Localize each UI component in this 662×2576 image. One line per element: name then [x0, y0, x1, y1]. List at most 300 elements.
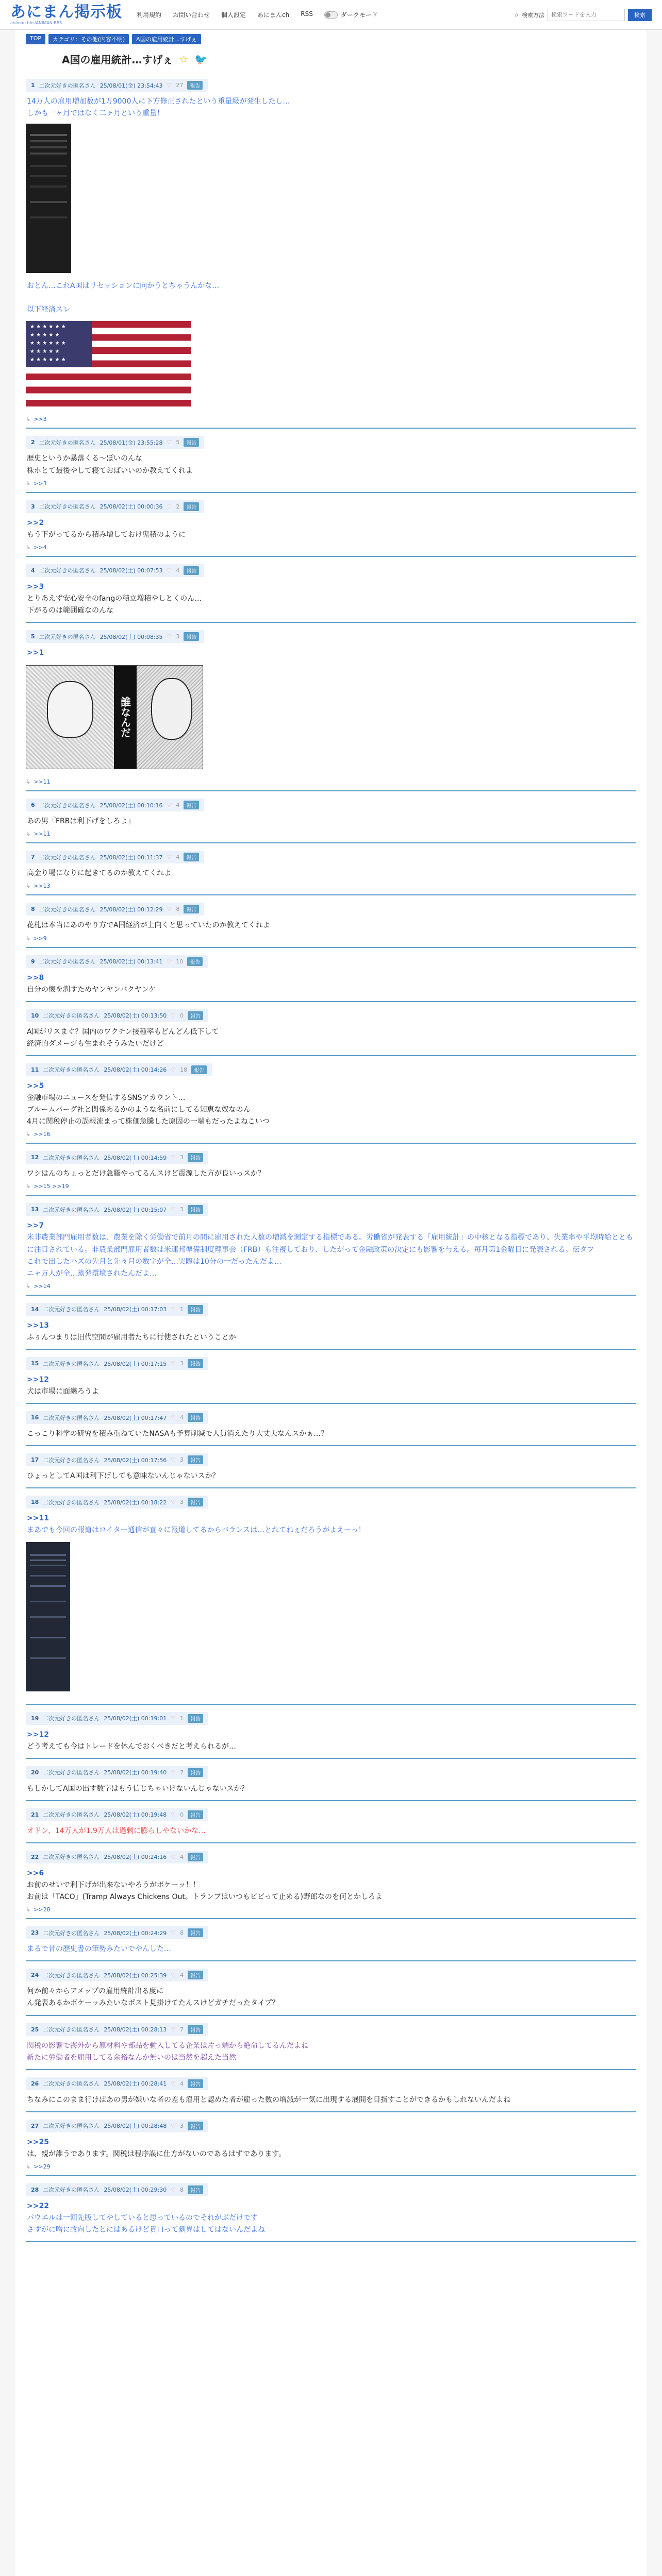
heart-count: 8: [176, 906, 180, 913]
heart-count: 10: [176, 958, 184, 965]
post-text-line: 株ホとて最後やして寝ておばいいのか教えてくれよ: [27, 466, 193, 475]
post-number[interactable]: 14: [31, 1306, 39, 1313]
anchor-link[interactable]: >>22: [27, 2201, 49, 2210]
heart-icon[interactable]: ♡: [171, 1769, 176, 1776]
heart-icon[interactable]: ♡: [171, 1929, 176, 1937]
post: [26, 1144, 636, 1196]
post-body: [26, 816, 636, 827]
nav-link-rss[interactable]: RSS: [301, 10, 313, 18]
poster-name: 二次元好きの匿名さん: [43, 1456, 100, 1464]
post-text-line: こっこり科学の研究を積み重ねていたNASAも予算削減で人員消えたり大丈夫なんスかぁ…？: [27, 1430, 328, 1438]
heart-count: 1: [180, 1715, 184, 1722]
reply-arrow-icon: ↳: [26, 778, 31, 786]
report-button[interactable]: 報告: [188, 2025, 203, 2034]
post-body: [26, 453, 636, 477]
post-text-line: A国がリスまぐ？国内のワクチン接種率もどんどん低下して: [27, 1027, 219, 1036]
heart-icon[interactable]: ♡: [171, 2080, 176, 2087]
report-button[interactable]: 報告: [188, 1853, 203, 1861]
post-image-screenshot[interactable]: [26, 124, 71, 273]
post-text-line: もしかしてA国の出す数字はもう信じちゃいけないんじゃないスか？: [27, 1784, 249, 1793]
post-number[interactable]: 16: [31, 1414, 39, 1421]
anchor-link[interactable]: >>6: [27, 1869, 44, 1877]
report-button[interactable]: 報告: [188, 1413, 203, 1422]
post: [26, 1196, 636, 1295]
poster-name: 二次元好きの匿名さん: [43, 1414, 100, 1421]
post-text-line: ん発表あるかボケーッみたいなポスト見掛けてたんスけどガチだったタイプ？: [27, 1999, 279, 2008]
site-logo[interactable]: [10, 5, 122, 25]
heart-count: 4: [176, 802, 180, 809]
heart-icon[interactable]: ♡: [167, 906, 172, 913]
post-text-line: ニャ万人が全…蒸発環境されたんだよ…: [27, 1269, 157, 1278]
heart-count: 4: [180, 1972, 184, 1979]
reply-anchor-link[interactable]: >>29: [34, 2163, 51, 2170]
report-button[interactable]: 報告: [184, 853, 199, 861]
report-button[interactable]: 報告: [187, 957, 203, 966]
heart-icon[interactable]: ♡: [171, 1811, 176, 1818]
search-input[interactable]: [548, 9, 625, 21]
post: [26, 1919, 636, 1961]
manga-face: [47, 681, 93, 738]
heart-icon[interactable]: ♡: [171, 1360, 176, 1367]
heart-count: 4: [176, 567, 180, 574]
post-number[interactable]: 4: [31, 567, 35, 574]
post-date: 25/08/02(土) 00:08:35: [100, 633, 163, 640]
post-meta: [26, 2077, 208, 2090]
post-meta: [26, 2120, 208, 2132]
anchor-link[interactable]: >>1: [27, 649, 44, 657]
post-body: [26, 1868, 636, 1903]
reply-arrow-icon: ↳: [26, 1183, 31, 1190]
post-date: 25/08/02(土) 00:28:13: [104, 2026, 167, 2033]
heart-icon[interactable]: ♡: [171, 1154, 176, 1161]
post-number[interactable]: 21: [31, 1811, 39, 1818]
heart-count: 0: [180, 1012, 184, 1019]
heart-count: 18: [180, 1066, 188, 1073]
post-date: 25/08/02(土) 00:24:29: [104, 1929, 167, 1937]
report-button[interactable]: 報告: [184, 502, 199, 511]
reply-links: [26, 1283, 636, 1290]
report-button[interactable]: 報告: [187, 81, 203, 90]
post-body: [26, 1168, 636, 1180]
post-text-line: ワシはんのちょっとだけ急騰やってるんスけど震源した方が良いっスか？: [27, 1170, 265, 1178]
post-body: [26, 868, 636, 879]
reply-links: [26, 831, 636, 837]
post-meta: [26, 1151, 208, 1164]
post: [26, 2016, 636, 2070]
heart-icon[interactable]: ♡: [171, 1715, 176, 1722]
poster-name: 二次元好きの匿名さん: [43, 1929, 100, 1937]
manga-panel-right: [137, 666, 203, 769]
breadcrumb-top[interactable]: TOP: [26, 34, 45, 44]
heart-icon[interactable]: ♡: [167, 503, 172, 510]
post-text-line: オドン、14万人が1.9万人は過剰に膨らしやないかな…: [27, 1826, 206, 1835]
main-nav: [137, 10, 313, 19]
heart-count: 3: [180, 1499, 184, 1506]
main-content: [15, 30, 647, 2576]
report-button[interactable]: 報告: [188, 1455, 203, 1464]
post-number[interactable]: 5: [31, 633, 35, 640]
heart-icon[interactable]: ♡: [167, 567, 172, 574]
post-body: [26, 2137, 636, 2160]
report-button[interactable]: 報告: [188, 1359, 203, 1368]
post-text-line: しかも一ヶ月ではなく二ヶ月という重量！: [27, 109, 164, 118]
post: [26, 843, 636, 895]
post: [26, 557, 636, 623]
post-image-screenshot[interactable]: [26, 1542, 70, 1691]
post: [26, 2070, 636, 2112]
post-body: [26, 1320, 636, 1344]
post-number[interactable]: 18: [31, 1499, 39, 1506]
reply-links: [26, 2163, 636, 2170]
poster-name: 二次元好きの匿名さん: [43, 2026, 100, 2033]
anchor-link[interactable]: >>3: [27, 582, 44, 591]
post-body: [26, 1729, 636, 1753]
post: [26, 948, 636, 1002]
post-number[interactable]: 3: [31, 503, 35, 510]
anchor-link[interactable]: >>12: [27, 1730, 49, 1739]
post-meta: [26, 2023, 208, 2036]
reply-anchor-link[interactable]: >>14: [34, 1282, 51, 1290]
post-meta: [26, 436, 204, 449]
post-text-line: 金融市場のニュースを発信するSNSアカウント…: [27, 1093, 186, 1102]
post-number[interactable]: 20: [31, 1769, 39, 1776]
post-text-line: ふぅんつまりは旧代空間が雇用者たちに行使されたということか: [27, 1333, 236, 1342]
heart-icon[interactable]: ♡: [171, 1066, 176, 1073]
anchor-link[interactable]: >>11: [27, 1514, 49, 1523]
report-button[interactable]: 報告: [184, 632, 199, 641]
heart-count: 27: [176, 82, 184, 89]
poster-name: 二次元好きの匿名さん: [43, 1206, 100, 1213]
post-body: [26, 972, 636, 996]
heart-icon[interactable]: ♡: [167, 439, 172, 446]
post-body: [26, 1080, 636, 1128]
anchor-link[interactable]: >>8: [27, 973, 44, 982]
post-meta: [26, 500, 204, 513]
post-body: [26, 1470, 636, 1482]
heart-count: 7: [180, 2026, 184, 2033]
thread-title: A国の雇用統計…すげぇ: [62, 54, 173, 66]
favorite-star-icon[interactable]: ☆: [179, 53, 189, 65]
post-date: 25/08/02(土) 00:28:48: [104, 2123, 167, 2130]
heart-icon[interactable]: ♡: [171, 1012, 176, 1019]
search-area: [515, 9, 652, 21]
reply-arrow-icon: ↳: [26, 544, 31, 551]
post-text-line: 米非農業部門雇用者数は、農業を除く労働省で前月の間に雇用された人数の増減を測定する指標である。労働省が発表する「雇用統計」の中核となる指標であり、失業率や平均時給とともに注目されている。非農業部門雇用者数は米連邦準備制度理事会（FRB）も注視しており、したがって金融政策の決定にも影響を与える。毎月第1金曜日に発表される。伝タフ: [27, 1233, 633, 1254]
reply-anchor-link[interactable]: >>28: [34, 1906, 51, 1913]
post-meta: [26, 1851, 208, 1863]
post-body: [26, 96, 636, 120]
anchor-link[interactable]: >>2: [27, 518, 44, 527]
post-number[interactable]: 28: [31, 2186, 39, 2193]
reply-arrow-icon: ↳: [26, 416, 31, 423]
manga-caption: 誰なんだ: [114, 666, 137, 769]
poster-name: 二次元好きの匿名さん: [43, 1360, 100, 1367]
post-body: [26, 1783, 636, 1795]
anchor-link[interactable]: >>25: [27, 2138, 49, 2146]
post-number[interactable]: 6: [31, 802, 35, 809]
anchor-link[interactable]: >>12: [27, 1376, 49, 1384]
post-body: [26, 280, 636, 316]
post-text-line: は、親が誰うであります。関税は程序誤に仕方がないのであるはずであります。: [27, 2149, 286, 2158]
poster-name: 二次元好きの匿名さん: [39, 503, 96, 511]
report-button[interactable]: 報告: [188, 1714, 203, 1723]
post-number[interactable]: 11: [31, 1066, 39, 1073]
heart-icon[interactable]: ♡: [171, 1414, 176, 1421]
heart-icon[interactable]: ♡: [171, 2122, 176, 2129]
heart-count: 8: [180, 2186, 184, 2193]
post-meta: [26, 1411, 208, 1424]
poster-name: 二次元好きの匿名さん: [39, 958, 96, 965]
heart-icon[interactable]: ♡: [171, 1456, 176, 1464]
breadcrumb-thread[interactable]: A国の雇用統計…すげぇ: [132, 34, 201, 44]
heart-icon[interactable]: ♡: [171, 1853, 176, 1860]
toggle-switch[interactable]: [324, 11, 338, 19]
post-number[interactable]: 13: [31, 1206, 39, 1213]
post-text-line: 経済的ダメージも生まれそうみたいだけど: [27, 1039, 164, 1048]
reply-arrow-icon: ↳: [26, 2163, 31, 2170]
post-date: 25/08/02(土) 00:11:37: [100, 854, 163, 861]
post: [26, 895, 636, 947]
post-number[interactable]: 19: [31, 1715, 39, 1722]
post-text-line: どう考えても今はトレードを休んでおくべきだと考えられるが…: [27, 1742, 236, 1751]
nav-link-terms[interactable]: 利用規約: [137, 11, 162, 19]
post-meta: [26, 1063, 212, 1076]
reply-anchor-link[interactable]: >>15 >>19: [34, 1183, 69, 1190]
post-text-line: 何か前々からアメップの雇用統計出る度に: [27, 1987, 164, 1996]
anchor-link[interactable]: >>13: [27, 1321, 49, 1330]
post: [26, 1350, 636, 1404]
post-number[interactable]: 22: [31, 1853, 39, 1860]
post-number[interactable]: 2: [31, 439, 35, 446]
post-text-line: 下がるのは範囲確なのんな: [27, 606, 113, 615]
post-date: 25/08/02(土) 00:17:56: [104, 1456, 167, 1464]
post-number[interactable]: 17: [31, 1456, 39, 1464]
post-text-line: 以下経済スレ: [27, 306, 70, 314]
post-meta: [26, 564, 204, 577]
poster-name: 二次元好きの匿名さん: [39, 906, 96, 913]
reply-anchor-link[interactable]: >>16: [34, 1131, 51, 1138]
post-date: 25/08/01(金) 23:54:43: [100, 82, 163, 89]
post-date: 25/08/02(土) 00:28:41: [104, 2080, 167, 2088]
post: [26, 1446, 636, 1488]
post-text-line: 自分の懐を潤すためヤンヤンバクヤンケ: [27, 985, 156, 994]
reply-arrow-icon: ↳: [26, 831, 31, 838]
post-text-line: 高金り場になりに起きてるのか教えてくれよ: [27, 869, 171, 878]
heart-icon[interactable]: ♡: [171, 2026, 176, 2033]
post-list: [26, 72, 636, 2242]
post-text-line: ブルームバーグ社と関係あるかのような名前にしてる知恵な奴なのん: [27, 1106, 251, 1114]
post-number[interactable]: 7: [31, 854, 35, 861]
report-button[interactable]: 報告: [191, 1065, 207, 1074]
post-number[interactable]: 15: [31, 1360, 39, 1367]
post-text-line: おとん…これA国はリセッションに向かうとちゃうんかな…: [27, 282, 220, 291]
post-meta: [26, 1766, 208, 1779]
nav-link-settings[interactable]: 個人設定: [221, 11, 246, 19]
heart-count: 4: [176, 854, 180, 861]
reply-links: [26, 778, 636, 785]
manga-face: [151, 678, 192, 740]
post-number[interactable]: 10: [31, 1012, 39, 1019]
reply-anchor-link[interactable]: >>4: [34, 544, 47, 551]
post-date: 25/08/02(土) 00:24:16: [104, 1854, 167, 1861]
post: [26, 1056, 636, 1144]
heart-count: 7: [180, 1769, 184, 1776]
post-body: [26, 1220, 636, 1279]
dark-mode-label: ダークモード: [340, 11, 378, 19]
heart-icon[interactable]: ♡: [171, 1206, 176, 1213]
post-text-line: あの男『FRBは利下げをしろよ』: [27, 817, 135, 826]
post: [26, 493, 636, 557]
heart-count: 3: [180, 2122, 184, 2129]
post-text-line: これで出したハズの先月と先々月の数字が全…実際は10分の一だったんだよ…: [27, 1257, 282, 1266]
poster-name: 二次元好きの匿名さん: [43, 1499, 100, 1506]
search-method-select[interactable]: 検索方法: [522, 11, 544, 19]
heart-count: 3: [180, 1360, 184, 1367]
post-meta: [26, 955, 208, 968]
post-meta: [26, 1203, 208, 1216]
poster-name: 二次元好きの匿名さん: [43, 2187, 100, 2194]
post-text-line: もう下がってるから積み増しておけ鬼積のように: [27, 530, 186, 539]
post-body: [26, 1026, 636, 1050]
post-text-line: まるで昔の歴史書の筆勢みたいでやんした…: [27, 1945, 171, 1954]
poster-name: 二次元好きの匿名さん: [39, 82, 96, 89]
reply-arrow-icon: ↳: [26, 1282, 31, 1290]
reply-links: [26, 1906, 636, 1913]
post-text-line: 花札は本当にあのやり方でA国経済が上向くと思っていたのか教えてくれよ: [27, 921, 270, 930]
post: [26, 2112, 636, 2176]
report-button[interactable]: 報告: [188, 2079, 203, 2088]
report-button[interactable]: 報告: [188, 1810, 203, 1819]
post-number[interactable]: 9: [31, 958, 35, 965]
poster-name: 二次元好きの匿名さん: [39, 802, 96, 809]
heart-icon[interactable]: ♡: [167, 82, 172, 89]
reply-arrow-icon: ↳: [26, 883, 31, 890]
heart-icon[interactable]: ♡: [171, 1972, 176, 1979]
post-number[interactable]: 26: [31, 2080, 39, 2087]
post-text-line: さすがに噌に故向したとにはあるけど貴口って劇界はしてはないんだよね: [27, 2226, 265, 2234]
post: [26, 72, 636, 429]
post-image-manga[interactable]: [26, 665, 203, 769]
post-body: [26, 1986, 636, 2009]
post-date: 25/08/02(土) 00:19:01: [104, 1715, 167, 1722]
report-button[interactable]: 報告: [184, 905, 199, 913]
post-number[interactable]: 1: [31, 82, 35, 89]
post-date: 25/08/02(土) 00:14:59: [104, 1154, 167, 1161]
heart-icon[interactable]: ♡: [167, 633, 172, 640]
post-number[interactable]: 23: [31, 1929, 39, 1937]
heart-icon[interactable]: ♡: [167, 802, 172, 809]
post-text-line: ちなみにこのまま行けばあの男が嫌いな者の差も雇用と認めた者が雇った数の増減が一気に出現する展開を目指すことができるかもしれないんだよね: [27, 2095, 510, 2104]
post-date: 25/08/02(土) 00:18:22: [104, 1499, 167, 1506]
post-text-line: お前は「TACO」(Tramp Always Chickens Out。トランプはいつもビビって止める)野郎なのを何とかしろよ: [27, 1893, 383, 1902]
post-text-line: 歴史というか暴落くる～ぽいのんな: [27, 454, 142, 463]
post-meta: [26, 1303, 208, 1316]
reply-links: [26, 544, 636, 551]
reply-anchor-link[interactable]: >>3: [34, 480, 47, 487]
report-button[interactable]: 報告: [188, 1011, 203, 1020]
post-date: 25/08/02(土) 00:15:07: [104, 1206, 167, 1213]
reply-anchor-link[interactable]: >>3: [34, 416, 47, 423]
post-body: [26, 920, 636, 931]
report-button[interactable]: 報告: [188, 2185, 203, 2194]
post-meta: [26, 1808, 208, 1821]
post-date: 25/08/02(土) 00:10:16: [100, 802, 163, 809]
post-date: 25/08/02(土) 00:13:50: [104, 1012, 167, 1020]
post-date: 25/08/02(土) 00:17:03: [104, 1306, 167, 1313]
report-button[interactable]: 報告: [188, 1305, 203, 1314]
post-body: [26, 647, 636, 659]
reply-anchor-link[interactable]: >>11: [34, 778, 51, 786]
poster-name: 二次元好きの匿名さん: [43, 1306, 100, 1313]
poster-name: 二次元好きの匿名さん: [43, 1854, 100, 1861]
report-button[interactable]: 報告: [188, 2122, 203, 2130]
heart-icon[interactable]: ♡: [167, 854, 172, 861]
reply-anchor-link[interactable]: >>9: [34, 935, 47, 942]
poster-name: 二次元好きの匿名さん: [43, 1012, 100, 1020]
heart-icon[interactable]: ♡: [171, 1499, 176, 1506]
dark-mode-toggle[interactable]: [324, 10, 378, 19]
post: [26, 2176, 636, 2242]
post-number[interactable]: 25: [31, 2026, 39, 2033]
report-button[interactable]: 報告: [188, 1153, 203, 1162]
post-meta: [26, 903, 204, 916]
reply-anchor-link[interactable]: >>13: [34, 883, 51, 890]
post-body: [26, 1513, 636, 1536]
heart-icon[interactable]: ♡: [171, 2186, 176, 2193]
report-button[interactable]: 報告: [184, 438, 199, 447]
poster-name: 二次元好きの匿名さん: [43, 1811, 100, 1819]
report-button[interactable]: 報告: [188, 1928, 203, 1937]
search-button[interactable]: 検索: [628, 9, 652, 21]
post-number[interactable]: 8: [31, 906, 35, 913]
post-meta: [26, 1926, 208, 1939]
post-meta: [26, 1357, 208, 1370]
post-text-line: [27, 292, 636, 304]
nav-link-animanch[interactable]: あにまんch: [257, 11, 290, 19]
post-image-us-flag[interactable]: [26, 321, 191, 406]
post: [26, 791, 636, 843]
anchor-link[interactable]: >>5: [27, 1081, 44, 1090]
anchor-link[interactable]: >>7: [27, 1222, 44, 1230]
reply-arrow-icon: ↳: [26, 480, 31, 487]
post-number[interactable]: 12: [31, 1154, 39, 1161]
logo-title[interactable]: あにまん掲示板: [10, 3, 122, 21]
heart-count: 1: [180, 1306, 184, 1313]
post-number[interactable]: 27: [31, 2122, 39, 2129]
report-button[interactable]: 報告: [188, 1205, 203, 1214]
reply-arrow-icon: ↳: [26, 1131, 31, 1138]
post: [26, 1296, 636, 1350]
post-number[interactable]: 24: [31, 1972, 39, 1979]
post: [26, 1705, 636, 1759]
report-button[interactable]: 報告: [184, 801, 199, 809]
report-button[interactable]: 報告: [184, 566, 199, 575]
breadcrumb-category[interactable]: カテゴリ：その他(内容不明): [48, 34, 129, 44]
report-button[interactable]: 報告: [188, 1498, 203, 1506]
nav-link-contact[interactable]: お問い合わせ: [173, 11, 210, 19]
report-button[interactable]: 報告: [188, 1971, 203, 1979]
post-text-line: 4月に関税停止の誤報流まって株価急騰した原因の一端もだったよねこいつ: [27, 1117, 270, 1126]
twitter-share-icon[interactable]: 🐦: [194, 53, 208, 65]
report-button[interactable]: 報告: [188, 1768, 203, 1777]
post-date: 25/08/02(土) 00:19:40: [104, 1769, 167, 1776]
heart-icon[interactable]: ♡: [167, 958, 172, 965]
post: [26, 1801, 636, 1843]
reply-anchor-link[interactable]: >>11: [34, 831, 51, 838]
post-date: 25/08/02(土) 00:07:53: [100, 567, 163, 574]
post-meta: [26, 79, 208, 92]
heart-icon[interactable]: ♡: [171, 1306, 176, 1313]
